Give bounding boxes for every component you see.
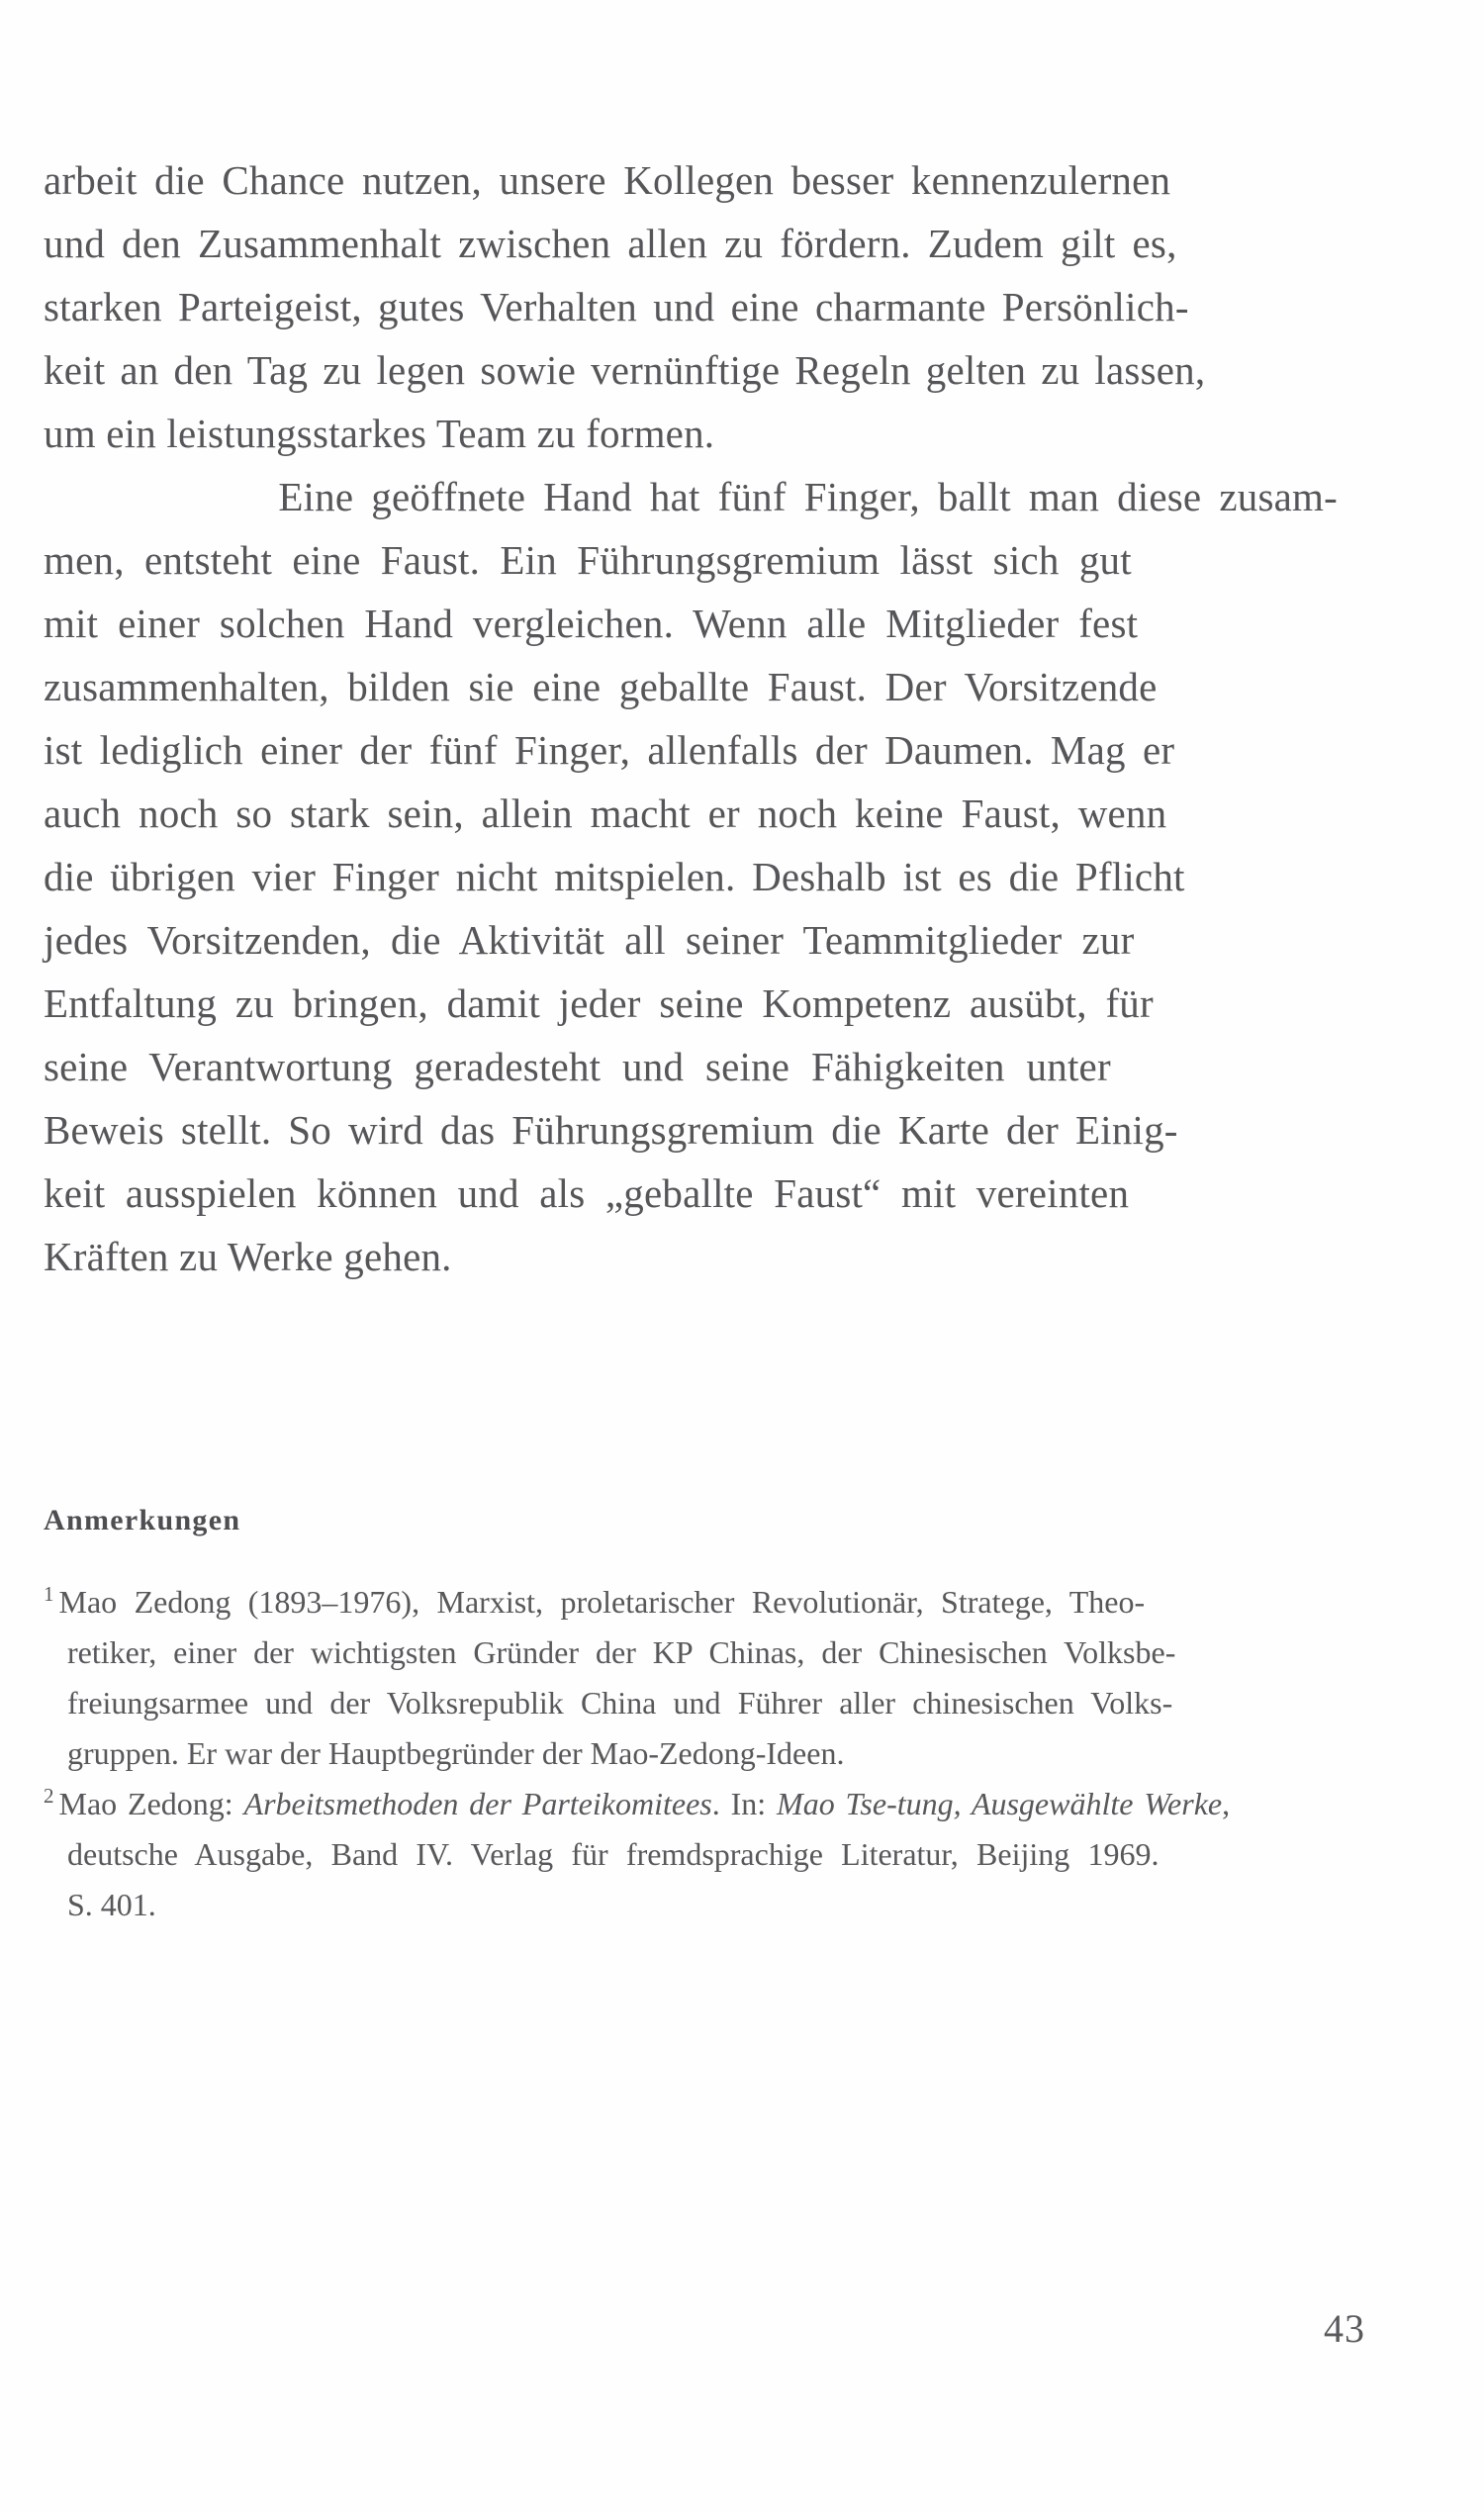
line-text: Beweis stellt. So wird das Führungsgremium die Karte der Einig-: [44, 1107, 1178, 1153]
line-text: retiker, einer der wichtigsten Gründer der KP Chinas, der Chinesischen Volksbe-: [67, 1634, 1176, 1670]
text-line: [44, 1225, 1338, 1288]
text-line: [44, 212, 1338, 275]
line-text: die übrigen vier Finger nicht mitspielen. Deshalb ist es die Pflicht: [44, 854, 1185, 899]
text-line: [44, 718, 1338, 782]
text-line: [44, 1728, 1340, 1779]
line-text: auch noch so stark sein, allein macht er noch keine Faust, wenn: [44, 791, 1167, 836]
text-line: [44, 1829, 1340, 1880]
line-text: mit einer solchen Hand vergleichen. Wenn alle Mitglieder fest: [44, 601, 1139, 646]
text-line: [44, 1098, 1338, 1162]
paragraph-hand-analogy: [44, 465, 1338, 1288]
text-line: [44, 465, 1338, 528]
text-line: [44, 1779, 1340, 1829]
text-line: [44, 1035, 1338, 1098]
footnote-2: [44, 1779, 1340, 1930]
paragraph-continued: [44, 148, 1338, 465]
line-text: Entfaltung zu bringen, damit jeder seine Kompetenz ausübt, für: [44, 980, 1154, 1026]
line-text: keit ausspielen können und als „geballte Faust“ mit vereinten: [44, 1170, 1130, 1216]
line-text: um ein leistungsstarkes Team zu formen.: [44, 411, 715, 456]
citation-title: Arbeitsmethoden der Parteikomitees: [243, 1786, 712, 1821]
line-text: Mao Zedong (1893–1976), Marxist, proletarischer Revolutionär, Stratege, Theo-: [58, 1584, 1146, 1620]
line-text: jedes Vorsitzenden, die Aktivität all seiner Teammitglieder zur: [44, 917, 1135, 963]
line-text: deutsche Ausgabe, Band IV. Verlag für fremdsprachige Literatur, Beijing 1969.: [67, 1836, 1159, 1872]
line-text: gruppen. Er war der Hauptbegründer der Mao-Zedong-Ideen.: [67, 1735, 845, 1771]
notes-list: [44, 1577, 1340, 1930]
footnote-marker-1: $^1$ Mao Zedong (1893–1976), Marxist, proletarischer Revolutionär, Stratege, Theo-: [44, 1582, 1146, 1620]
line-text: S. 401.: [67, 1887, 156, 1922]
citation-author: Mao Zedong:: [58, 1786, 244, 1821]
text-line: [44, 402, 1338, 465]
citation-in: . In:: [711, 1786, 778, 1821]
line-text: starken Parteigeist, gutes Verhalten und eine charmante Persönlich-: [44, 284, 1189, 329]
text-line: [44, 1678, 1340, 1728]
footnote-1: [44, 1577, 1340, 1779]
text-line: [44, 1628, 1340, 1678]
line-text: freiungsarmee und der Volksrepublik China und Führer aller chinesischen Volks-: [67, 1685, 1173, 1721]
paragraph-indent: [44, 465, 89, 528]
line-text: Kräften zu Werke gehen.: [44, 1234, 452, 1279]
text-line: [44, 782, 1338, 845]
text-line: [44, 338, 1338, 402]
line-text: keit an den Tag zu legen sowie vernünftige Regeln gelten zu lassen,: [44, 347, 1206, 393]
line-text: men, entsteht eine Faust. Ein Führungsgremium lässt sich gut: [44, 537, 1132, 583]
page-number: 43: [1324, 2306, 1365, 2351]
text-line: [44, 908, 1338, 972]
notes-heading: Anmerkungen: [44, 1504, 241, 1536]
text-line: [44, 1880, 1340, 1930]
line-text: zusammenhalten, bilden sie eine geballte Faust. Der Vorsitzende: [44, 664, 1158, 709]
text-line: [44, 1577, 1340, 1628]
citation-source: Mao Tse-tung, Ausgewählte Werke: [777, 1786, 1223, 1821]
line-text: und den Zusammenhalt zwischen allen zu fördern. Zudem gilt es,: [44, 221, 1177, 266]
text-line: [44, 592, 1338, 655]
text-line: [44, 148, 1338, 212]
line-text: seine Verantwortung geradesteht und seine Fähigkeiten unter: [44, 1044, 1111, 1089]
line-text: ist lediglich einer der fünf Finger, allenfalls der Daumen. Mag er: [44, 727, 1175, 773]
line-text: Eine geöffnete Hand hat fünf Finger, ballt man diese zusam-: [278, 474, 1338, 519]
footnote-marker-2: $^2$ Mao Zedong: Arbeitsmethoden der Parteikomitees. In: Mao Tse-tung, Ausgewählte Werke,: [44, 1784, 1231, 1821]
text-line: [44, 655, 1338, 718]
text-line: [44, 972, 1338, 1035]
text-column: [44, 148, 1338, 1288]
text-line: [44, 845, 1338, 908]
text-line: [44, 275, 1338, 338]
text-line: [44, 528, 1338, 592]
line-text: arbeit die Chance nutzen, unsere Kollegen besser kennenzulernen: [44, 157, 1171, 203]
text-line: [44, 1162, 1338, 1225]
